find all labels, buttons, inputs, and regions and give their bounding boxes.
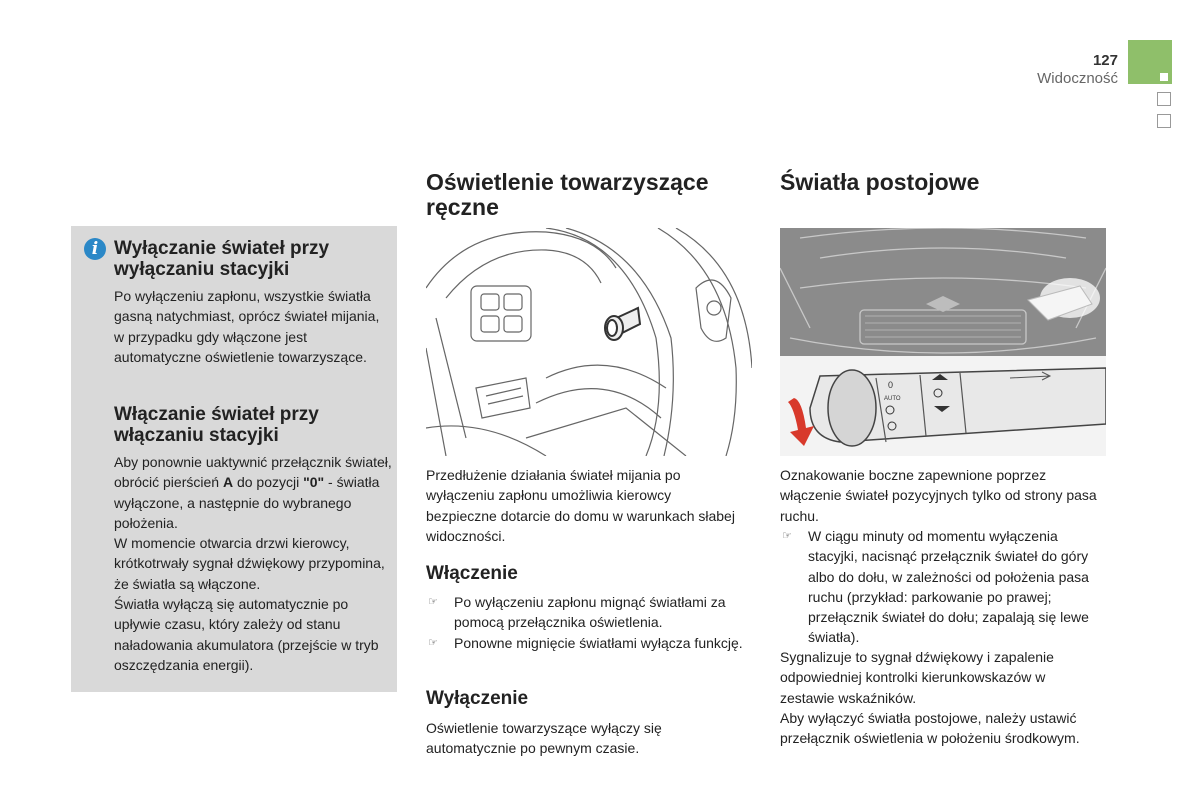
switching-on-list: [426, 592, 746, 653]
list-item: ☞ W ciągu minuty od momentu wyłączenia stacyjki, nacisnąć przełącznik świateł do góry albo do dołu, w zależności od położenia pasa ruchu (przykład: parkowanie po prawej; przełącznik świateł do dołu; zapalają się lewe światła).: [780, 526, 1104, 648]
sidebar-heading-2: Włączanie świateł przy włączaniu stacyjki: [114, 404, 319, 446]
parking-lights-list: [780, 526, 1104, 648]
heading-switching-on: Włączenie: [426, 563, 518, 584]
switch-label-auto: AUTO: [884, 396, 901, 402]
parking-lights-paragraph-3: Aby wyłączyć światła postojowe, należy ustawić przełącznik oświetlenia w położeniu środkowym.: [780, 710, 1080, 747]
dashboard-lighting-stalk-illustration: [426, 228, 752, 456]
nav-box-2: [1157, 92, 1171, 106]
heading-parking-lights: Światła postojowe: [780, 169, 980, 195]
sidebar-paragraph-1: Po wyłączeniu zapłonu, wszystkie światła gasną natychmiast, oprócz świateł mijania, w przypadku gdy włączone jest automatyczne oświetlenie towarzyszące.: [114, 288, 380, 365]
sidebar-heading-1: Wyłączanie świateł przy wyłączaniu stacyjki: [114, 238, 330, 280]
sidebar-paragraph-3: W momencie otwarcia drzwi kierowcy, krótkotrwały sygnał dźwiękowy przypomina, że światła są włączone.: [114, 535, 385, 592]
heading-switching-off: Wyłączenie: [426, 688, 529, 709]
list-item: ☞ Po wyłączeniu zapłonu mignąć światłami za pomocą przełącznika oświetlenia.: [426, 592, 746, 633]
sidebar-paragraph-2: Aby ponownie uaktywnić przełącznik świateł, obrócić pierścień A do pozycji "0" - światła wyłączone, a następnie do wybranego położenia.: [114, 454, 392, 531]
follow-me-intro: Przedłużenie działania świateł mijania po wyłączeniu zapłonu umożliwia kierowcy bezpieczne dotarcie do domu w warunkach słabej widoczności.: [426, 467, 735, 544]
heading-follow-me-lighting: Oświetlenie towarzyszące ręczne: [426, 169, 709, 220]
sidebar-paragraph-4: Światła wyłączą się automatycznie po upływie czasu, który zależy od stanu naładowania akumulatora (przejście w tryb oszczędzania energii).: [114, 596, 379, 673]
section-indicator-dot: [1160, 73, 1168, 81]
list-item: ☞ Ponowne mignięcie światłami wyłącza funkcję.: [426, 633, 746, 653]
parking-lights-intro: Oznakowanie boczne zapewnione poprzez włączenie świateł pozycyjnych tylko od strony pasa ruchu.: [780, 467, 1097, 524]
page-number: 127: [1092, 52, 1118, 69]
parking-lights-illustration: [780, 228, 1106, 456]
section-label: Widoczność: [1037, 70, 1118, 87]
switching-off-text: Oświetlenie towarzyszące wyłączy się automatycznie po pewnym czasie.: [426, 720, 662, 757]
parking-lights-paragraph-2: Sygnalizuje to sygnał dźwiękowy i zapalenie odpowiedniej kontrolki kierunkowskazów w zestawie wskaźników.: [780, 649, 1054, 706]
switch-label-0: 0: [888, 380, 894, 390]
nav-box-3: [1157, 114, 1171, 128]
info-icon: i: [84, 238, 106, 260]
